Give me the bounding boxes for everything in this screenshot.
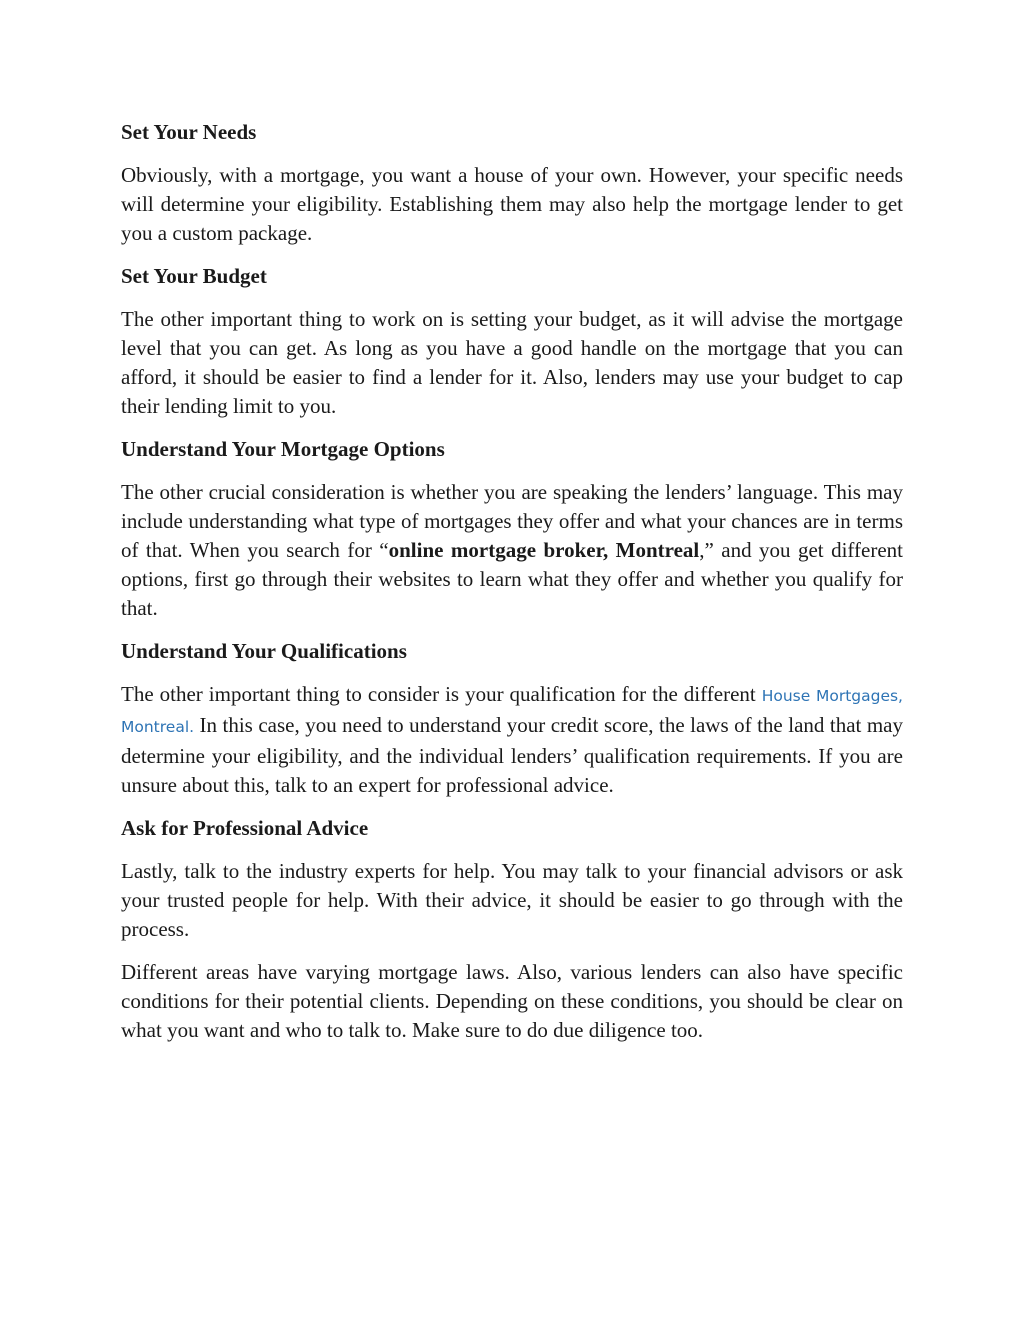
options-text-after: ,” and you get different options, first go through their websites to learn what they offer and whether you qualify for that.: [121, 538, 903, 620]
section-body-options: [121, 478, 903, 623]
qualifications-text-after: In this case, you need to understand your credit score, the laws of the land that may determine your eligibility, and the individual lenders’ qualification requirements. If you are unsure about this, talk to an expert for professional advice.: [121, 713, 903, 797]
house-mortgages-link[interactable]: House Mortgages, Montreal.: [121, 687, 903, 736]
qualifications-text-before: The other important thing to consider is your qualification for the different: [121, 682, 762, 706]
section-heading-budget: Set Your Budget: [121, 264, 267, 288]
closing-paragraph: Different areas have varying mortgage laws. Also, various lenders can also have specific conditions for their potential clients. Depending on these conditions, you should be clear on what you want and who to talk to. Make sure to do due diligence too.: [121, 960, 903, 1042]
section-body-needs: Obviously, with a mortgage, you want a house of your own. However, your specific needs will determine your eligibility. Establishing them may also help the mortgage lender to get you a custom package.: [121, 163, 903, 245]
options-bold-keyword: online mortgage broker, Montreal: [388, 538, 700, 562]
section-body-advice: Lastly, talk to the industry experts for help. You may talk to your financial advisors or ask your trusted people for help. With their advice, it should be easier to go through with the process.: [121, 859, 903, 941]
section-body-budget: The other important thing to work on is setting your budget, as it will advise the mortgage level that you can get. As long as you have a good handle on the mortgage that you can afford, it should be easier to find a lender for it. Also, lenders may use your budget to cap their lending limit to you.: [121, 307, 903, 418]
section-heading-qualifications: Understand Your Qualifications: [121, 639, 407, 663]
section-heading-options: Understand Your Mortgage Options: [121, 437, 445, 461]
section-heading-advice: Ask for Professional Advice: [121, 816, 369, 840]
document-page: [121, 118, 903, 1059]
section-heading-needs: Set Your Needs: [121, 120, 257, 144]
section-body-qualifications: [121, 680, 903, 800]
options-text-before: The other crucial consideration is whether you are speaking the lenders’ language. This may include understanding what type of mortgages they offer and what your chances are in terms of that. When you search for “: [121, 480, 903, 562]
